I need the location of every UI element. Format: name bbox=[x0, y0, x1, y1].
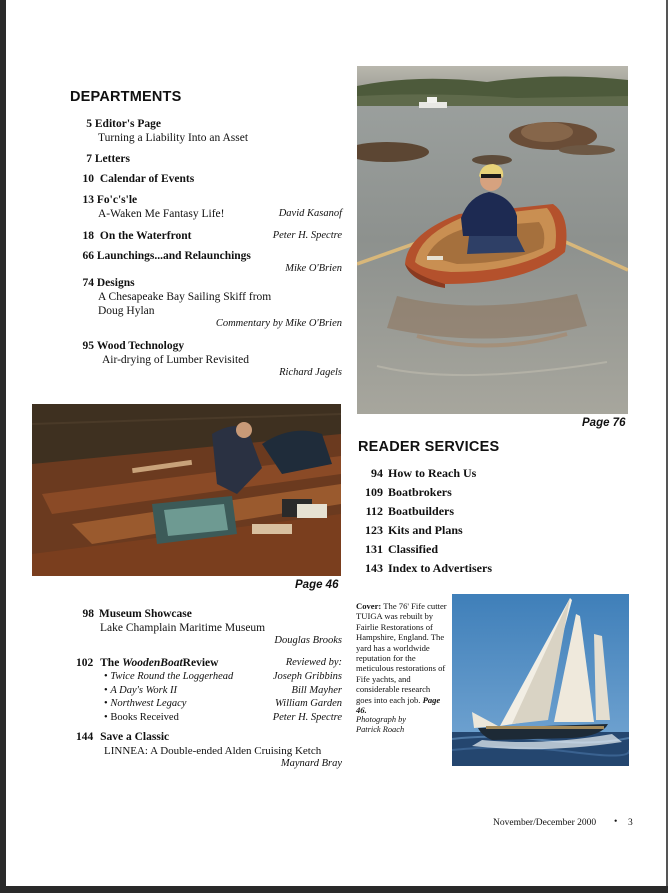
toc-entry-launchings[interactable] bbox=[76, 249, 251, 263]
photo-deck-restoration bbox=[32, 404, 341, 576]
cover-credit-label: Photograph by bbox=[356, 715, 407, 725]
toc-title: Designs bbox=[96, 277, 135, 289]
photo-cover-yacht-tuiga bbox=[452, 594, 629, 766]
toc-title: Museum Showcase bbox=[98, 608, 192, 620]
review-book-title: A Day's Work II bbox=[110, 684, 178, 696]
toc-title: Calendar of Events bbox=[99, 173, 195, 185]
rs-page-number: 109 bbox=[365, 485, 383, 499]
cover-description: The 76' Fife cutter TUIGA was rebuilt by Fairlie Restorations of Hampshire, England. The yard has a worldwide reputation for the meticulous restorations of Fife yachts, and considerable research goes into each job. bbox=[356, 601, 447, 705]
review-row[interactable] bbox=[104, 670, 342, 684]
review-reviewer: Joseph Gribbins bbox=[272, 671, 342, 682]
toc-entry-wood-technology[interactable] bbox=[78, 339, 342, 367]
toc-entry-waterfront[interactable] bbox=[78, 229, 191, 243]
toc-page-number: 74 bbox=[82, 277, 94, 289]
footer-separator: • bbox=[614, 817, 618, 827]
photo-rowing-skiff bbox=[357, 66, 628, 414]
rowing-skiff-illustration bbox=[357, 66, 628, 414]
review-reviewer: Peter H. Spectre bbox=[272, 711, 342, 723]
toc-title-post: Review bbox=[182, 657, 219, 669]
cover-photographer: Patrick Roach bbox=[356, 725, 405, 735]
review-row[interactable] bbox=[104, 684, 342, 698]
review-list bbox=[104, 670, 342, 724]
toc-subtitle: A-Waken Me Fantasy Life! bbox=[98, 208, 225, 220]
review-reviewer: William Garden bbox=[275, 698, 342, 709]
rs-title: Classified bbox=[388, 542, 439, 556]
toc-page-number: 7 bbox=[86, 153, 92, 165]
toc-page-number: 144 bbox=[76, 731, 94, 743]
footer-issue-date: November/December 2000 bbox=[493, 818, 597, 828]
rs-title: Kits and Plans bbox=[388, 523, 463, 537]
toc-author: Peter H. Spectre bbox=[272, 230, 342, 241]
rs-entry-kits-plans[interactable] bbox=[357, 523, 463, 538]
review-book-title: Twice Round the Loggerhead bbox=[110, 671, 234, 682]
toc-subtitle-2: Doug Hylan bbox=[98, 305, 155, 317]
toc-page-number: 18 bbox=[82, 230, 94, 242]
cover-label: Cover: bbox=[356, 601, 382, 611]
toc-author: Mike O'Brien bbox=[285, 263, 342, 274]
rs-title: How to Reach Us bbox=[388, 466, 477, 480]
photo-caption-page-76: Page 76 bbox=[582, 417, 626, 429]
toc-title: Editor's Page bbox=[94, 118, 161, 130]
toc-entry-letters[interactable] bbox=[78, 152, 130, 166]
toc-title: Save a Classic bbox=[100, 731, 170, 743]
toc-author: Maynard Bray bbox=[280, 758, 342, 769]
toc-subtitle: Lake Champlain Maritime Museum bbox=[100, 622, 266, 634]
toc-subtitle: Turning a Liability Into an Asset bbox=[98, 132, 249, 144]
review-book-title: Northwest Legacy bbox=[110, 698, 187, 709]
reader-services-heading: READER SERVICES bbox=[358, 439, 500, 455]
rs-page-number: 131 bbox=[365, 542, 383, 556]
bullet: • bbox=[104, 711, 108, 723]
yacht-illustration bbox=[452, 594, 629, 766]
toc-entry-calendar[interactable] bbox=[76, 172, 194, 186]
toc-page-number: 102 bbox=[76, 657, 94, 669]
rs-page-number: 123 bbox=[365, 523, 383, 537]
toc-subtitle: Air-drying of Lumber Revisited bbox=[102, 354, 250, 366]
toc-subtitle: LINNEA: A Double-ended Alden Cruising Ketch bbox=[104, 745, 322, 757]
toc-author: Commentary by Mike O'Brien bbox=[215, 318, 342, 329]
bullet: • bbox=[104, 684, 108, 696]
toc-author: Douglas Brooks bbox=[274, 635, 342, 646]
photo-caption-page-46: Page 46 bbox=[295, 579, 339, 591]
toc-page-number: 10 bbox=[82, 173, 94, 185]
toc-subtitle: A Chesapeake Bay Sailing Skiff from bbox=[98, 291, 272, 303]
toc-page-number: 5 bbox=[86, 118, 92, 130]
reviewed-by-label: Reviewed by: bbox=[285, 657, 342, 668]
toc-title: Fo'c's'le bbox=[96, 194, 138, 206]
deck-restoration-illustration bbox=[32, 404, 341, 576]
toc-title: On the Waterfront bbox=[99, 230, 192, 242]
toc-title: Wood Technology bbox=[96, 340, 185, 352]
rs-entry-classified[interactable] bbox=[357, 542, 438, 557]
toc-title-pre: The bbox=[100, 657, 120, 669]
toc-page-number: 95 bbox=[82, 340, 94, 352]
rs-page-number: 112 bbox=[365, 504, 383, 518]
toc-entry-museum-showcase[interactable] bbox=[76, 607, 342, 635]
rs-title: Boatbuilders bbox=[388, 504, 455, 518]
cover-page-ref: Page 46. bbox=[356, 694, 441, 716]
toc-author: David Kasanof bbox=[278, 208, 342, 219]
review-reviewer: Bill Mayher bbox=[291, 684, 342, 696]
rs-entry-boatbuilders[interactable] bbox=[357, 504, 454, 519]
page-left-border bbox=[0, 0, 6, 893]
rs-title: Index to Advertisers bbox=[388, 561, 492, 575]
rs-page-number: 94 bbox=[371, 466, 383, 480]
toc-entry-designs[interactable] bbox=[78, 276, 342, 318]
review-book-title: Books Received bbox=[110, 711, 179, 723]
rs-entry-index-advertisers[interactable] bbox=[357, 561, 492, 576]
page-bottom-border bbox=[0, 886, 668, 893]
toc-title: Letters bbox=[94, 153, 130, 165]
toc-page-number: 13 bbox=[82, 194, 94, 206]
toc-entry-editors-page[interactable] bbox=[78, 117, 342, 145]
footer-page-number: 3 bbox=[628, 818, 633, 828]
review-row[interactable] bbox=[104, 697, 342, 711]
toc-title-italic: WoodenBoat bbox=[122, 657, 183, 669]
rs-title: Boatbrokers bbox=[388, 485, 452, 499]
rs-page-number: 143 bbox=[365, 561, 383, 575]
departments-heading: DEPARTMENTS bbox=[70, 89, 182, 105]
rs-entry-boatbrokers[interactable] bbox=[357, 485, 452, 500]
rs-entry-reach-us[interactable] bbox=[357, 466, 476, 481]
toc-title: Launchings...and Relaunchings bbox=[96, 250, 251, 262]
bullet: • bbox=[104, 671, 108, 682]
toc-page-number: 66 bbox=[82, 250, 94, 262]
review-row[interactable] bbox=[104, 711, 342, 725]
bullet: • bbox=[104, 698, 108, 709]
toc-page-number: 98 bbox=[82, 608, 94, 620]
toc-author: Richard Jagels bbox=[279, 367, 342, 378]
toc-entry-save-classic[interactable] bbox=[76, 730, 342, 758]
cover-caption bbox=[356, 601, 448, 735]
